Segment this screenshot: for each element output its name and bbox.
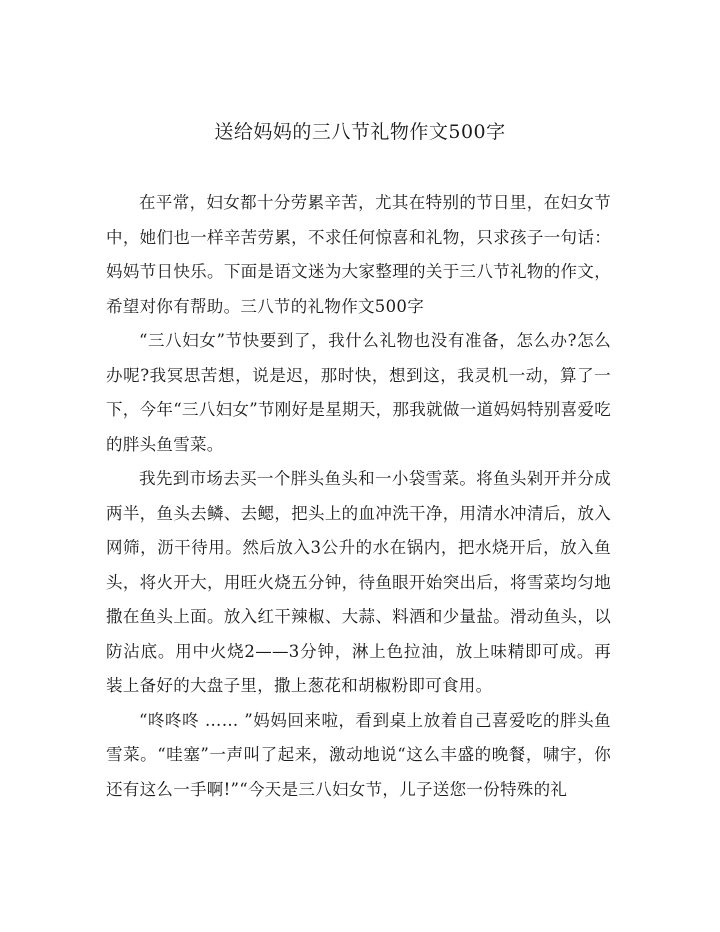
paragraph: “三八妇女”节快要到了，我什么礼物也没有准备，怎么办?怎么办呢?我冥思苦想，说是迟，那时快，想到这，我灵机一动，算了一下，今年“三八妇女”节刚好是星期天，那我就做一道妈妈特别喜爱吃的胖头鱼雪菜。 — [106, 331, 611, 454]
paragraph: 我先到市场去买一个胖头鱼头和一小袋雪菜。将鱼头剁开并分成两半，鱼头去鳞、去鳃，把头上的血冲洗干净，用清水冲清后，放入网筛，沥干待用。然后放入3公升的水在锅内，把水烧开后，放入鱼头，将火开大，用旺火烧五分钟，待鱼眼开始突出后，将雪菜均匀地撒在鱼头上面。放入红干辣椒、大蒜、料酒和少量盐。滑动鱼头，以防沾底。用中火烧2——3分钟，淋上色拉油，放上味精即可成。再装上备好的大盘子里，撒上葱花和胡椒粉即可食用。 — [106, 469, 611, 695]
document-title: 送给妈妈的三八节礼物作文500字 — [214, 121, 506, 143]
paragraph: “咚咚咚 …… ”妈妈回来啦，看到桌上放着自己喜爱吃的胖头鱼雪菜。“哇塞”一声叫了起来，激动地说“这么丰盛的晚餐，啸宇，你还有这么一手啊!”“今天是三八妇女节，儿子送您一份特殊的礼 — [106, 710, 611, 799]
paragraph: 在平常，妇女都十分劳累辛苦，尤其在特别的节日里，在妇女节中，她们也一样辛苦劳累，不求任何惊喜和礼物，只求孩子一句话：妈妈节日快乐。下面是语文迷为大家整理的关于三八节礼物的作文，希望对你有帮助。三八节的礼物作文500字 — [106, 193, 611, 316]
document-body — [106, 186, 611, 807]
